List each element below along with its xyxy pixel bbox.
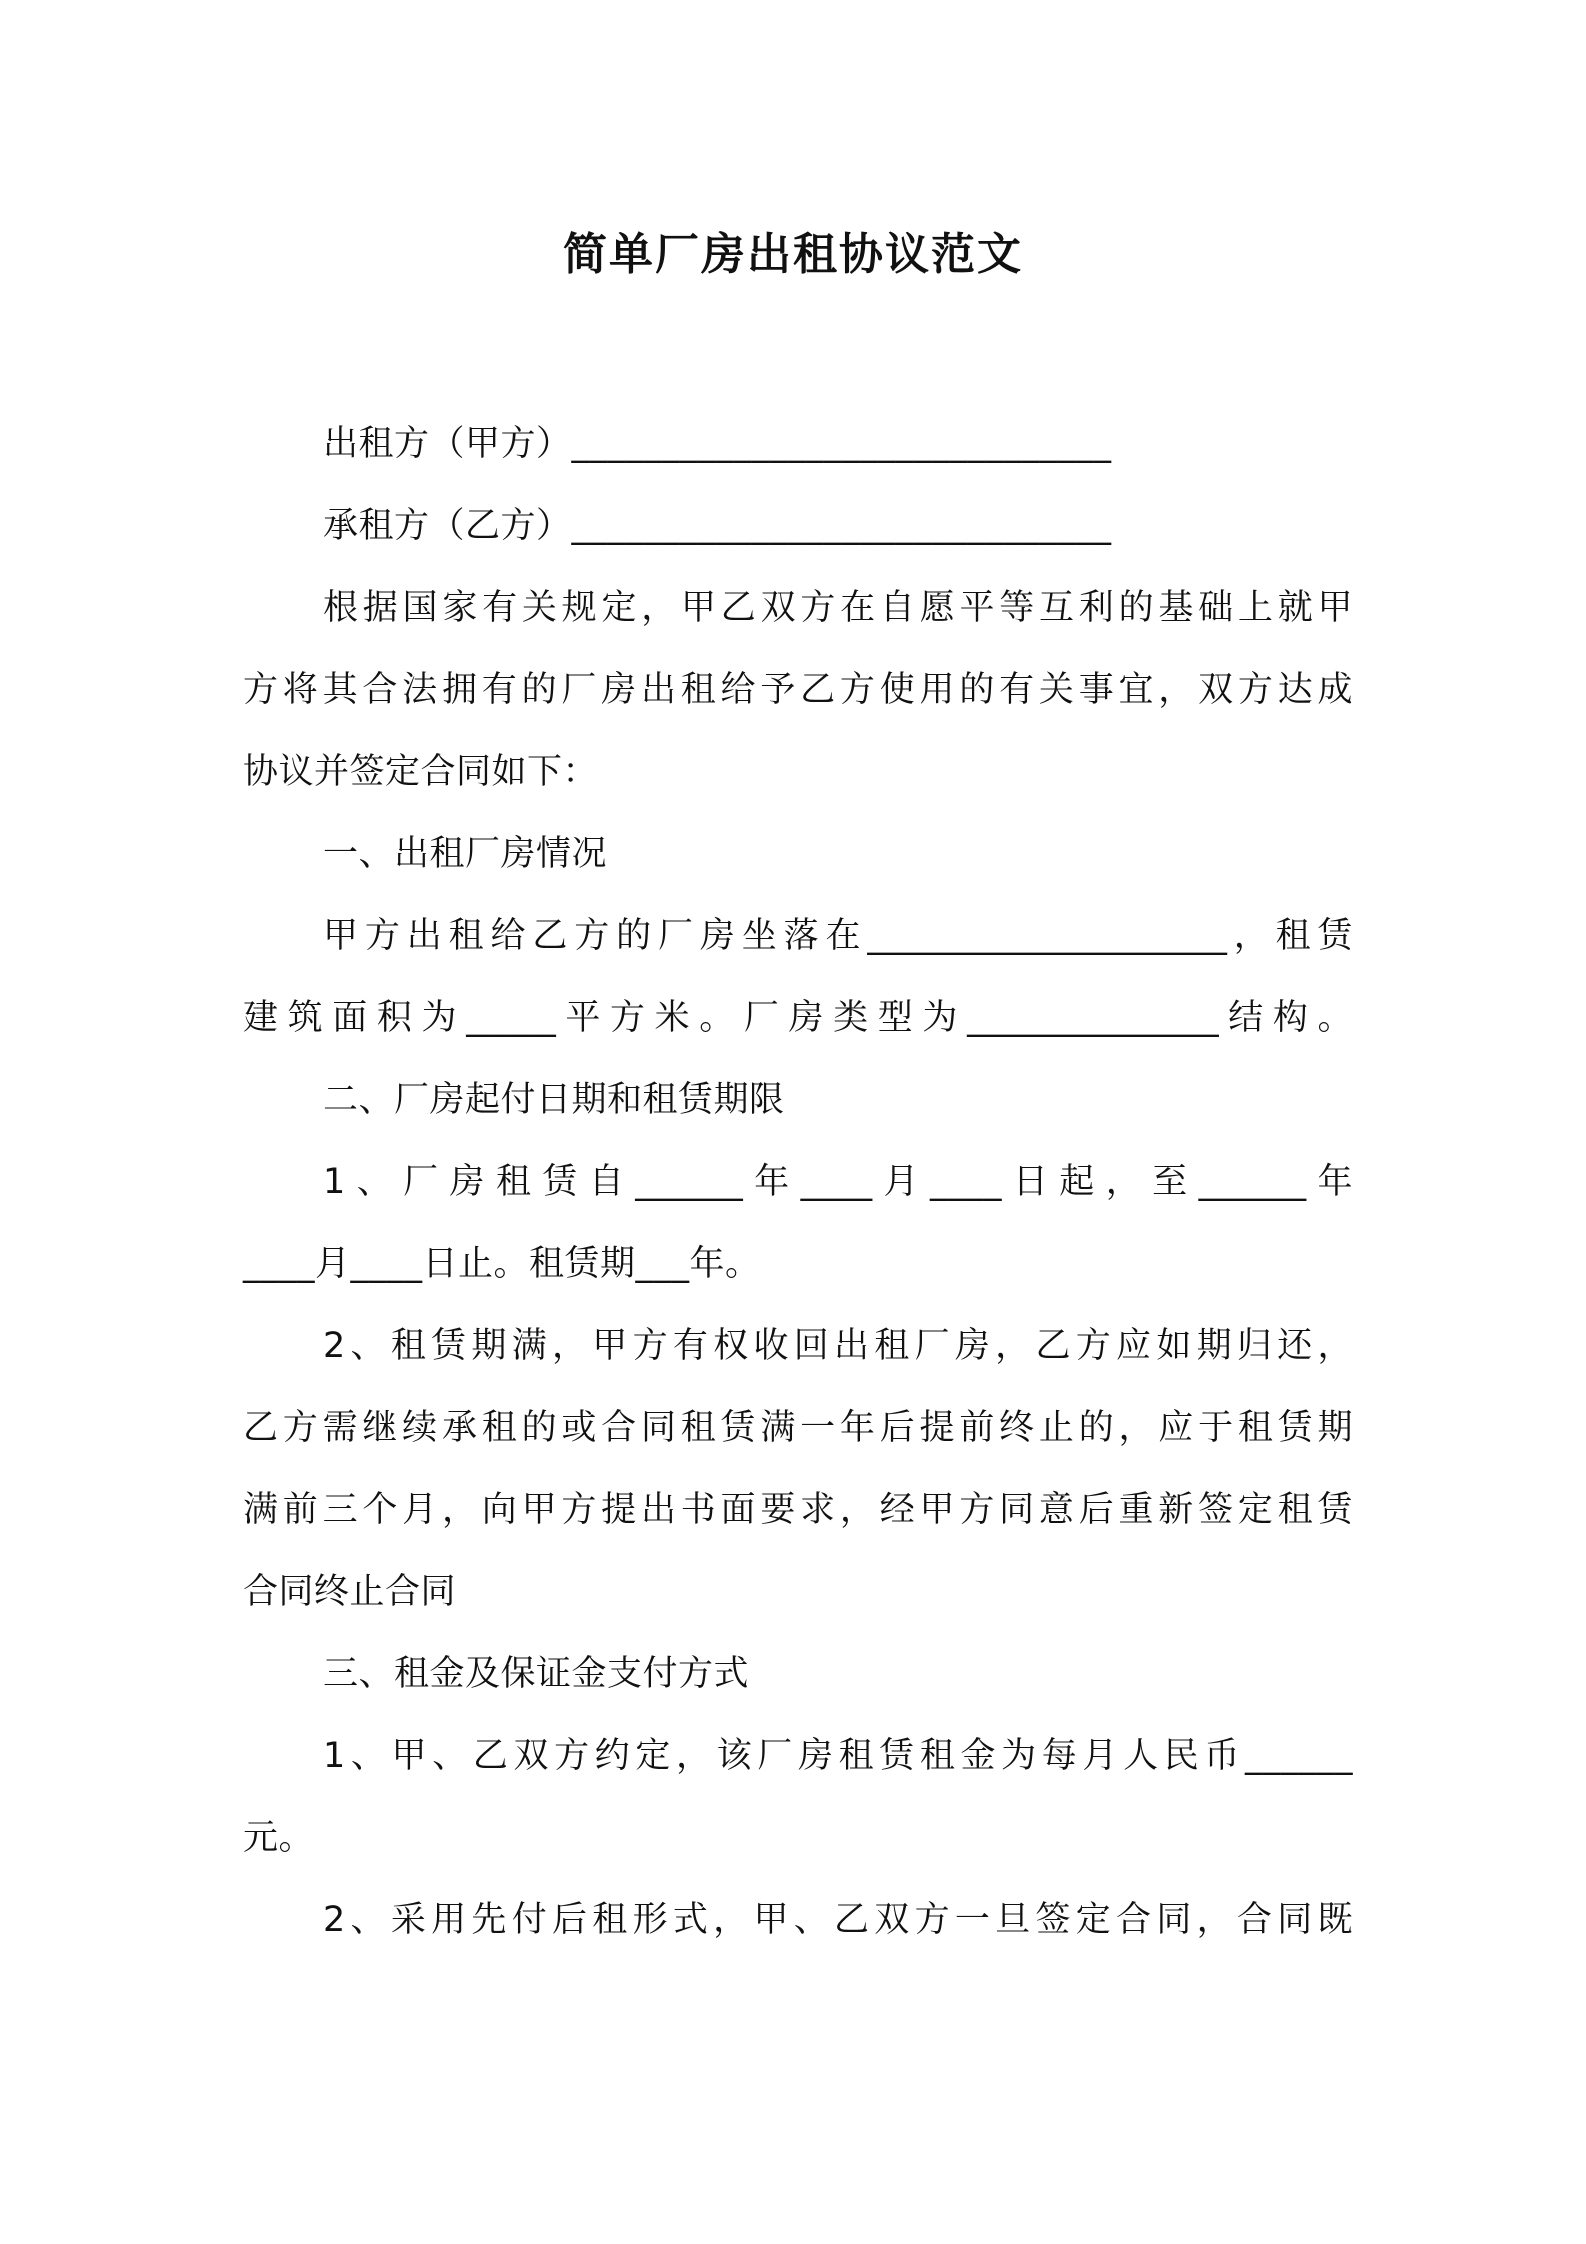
lessee-line: 承租方（乙方）______________________________ — [323, 506, 1112, 546]
section-2-item-2-line-1: 2、租赁期满，甲方有权收回出租厂房，乙方应如期归还， — [323, 1326, 1353, 1366]
section-2-item-2-line-3: 满前三个月，向甲方提出书面要求，经甲方同意后重新签定租赁 — [243, 1490, 1353, 1530]
section-1-line-1: 甲方出租给乙方的厂房坐落在____________________，租赁 — [323, 916, 1353, 956]
lessor-line: 出租方（甲方）______________________________ — [323, 424, 1112, 464]
section-3-item-1-line-1: 1、甲、乙双方约定，该厂房租赁租金为每月人民币______ — [323, 1736, 1353, 1776]
section-2-item-1-line-1: 1、厂房租赁自______年____月____日起，至______年 — [323, 1162, 1353, 1202]
section-3-item-2-line-1: 2、采用先付后租形式，甲、乙双方一旦签定合同，合同既 — [323, 1900, 1353, 1940]
preamble-line-2: 方将其合法拥有的厂房出租给予乙方使用的有关事宜，双方达成 — [243, 670, 1353, 710]
section-2-item-2-line-2: 乙方需继续承租的或合同租赁满一年后提前终止的，应于租赁期 — [243, 1408, 1353, 1448]
section-heading-2: 二、厂房起付日期和租赁期限 — [323, 1080, 785, 1120]
section-2-item-2-line-4: 合同终止合同 — [243, 1572, 457, 1612]
section-1-line-2: 建筑面积为_____平方米。厂房类型为______________结构。 — [243, 998, 1353, 1038]
preamble-line-3: 协议并签定合同如下： — [243, 752, 599, 792]
document-title: 简单厂房出租协议范文 — [563, 229, 1023, 280]
section-3-item-1-line-2: 元。 — [243, 1818, 315, 1858]
section-heading-3: 三、租金及保证金支付方式 — [323, 1654, 750, 1694]
section-heading-1: 一、出租厂房情况 — [323, 834, 608, 874]
section-2-item-1-line-2: ____月____日止。租赁期___年。 — [243, 1244, 761, 1284]
preamble-line-1: 根据国家有关规定，甲乙双方在自愿平等互利的基础上就甲 — [323, 588, 1353, 628]
